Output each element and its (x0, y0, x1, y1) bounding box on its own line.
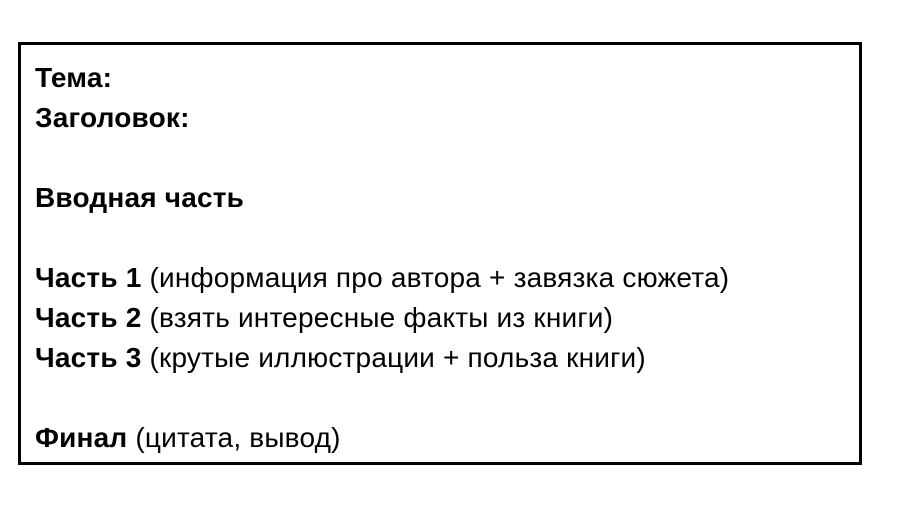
part-1-line (35, 258, 845, 298)
headline-line (35, 98, 845, 138)
part-3-note: (крутые иллюстрации + польза книги) (149, 342, 646, 373)
headline-label: Заголовок: (35, 102, 190, 133)
final-line (35, 418, 845, 458)
part-2-title: Часть 2 (35, 302, 142, 333)
blank-line (35, 218, 845, 258)
part-3-title: Часть 3 (35, 342, 142, 373)
part-2-line (35, 298, 845, 338)
content-plan-box (18, 42, 862, 465)
blank-line (35, 378, 845, 418)
part-1-note: (информация про автора + завязка сюжета) (149, 262, 730, 293)
blank-line (35, 138, 845, 178)
final-title: Финал (35, 422, 128, 453)
intro-line (35, 178, 845, 218)
topic-line (35, 58, 845, 98)
part-1-title: Часть 1 (35, 262, 142, 293)
part-3-line (35, 338, 845, 378)
part-2-note: (взять интересные факты из книги) (149, 302, 614, 333)
final-note: (цитата, вывод) (135, 422, 341, 453)
topic-label: Тема: (35, 62, 113, 93)
intro-title: Вводная часть (35, 182, 245, 213)
